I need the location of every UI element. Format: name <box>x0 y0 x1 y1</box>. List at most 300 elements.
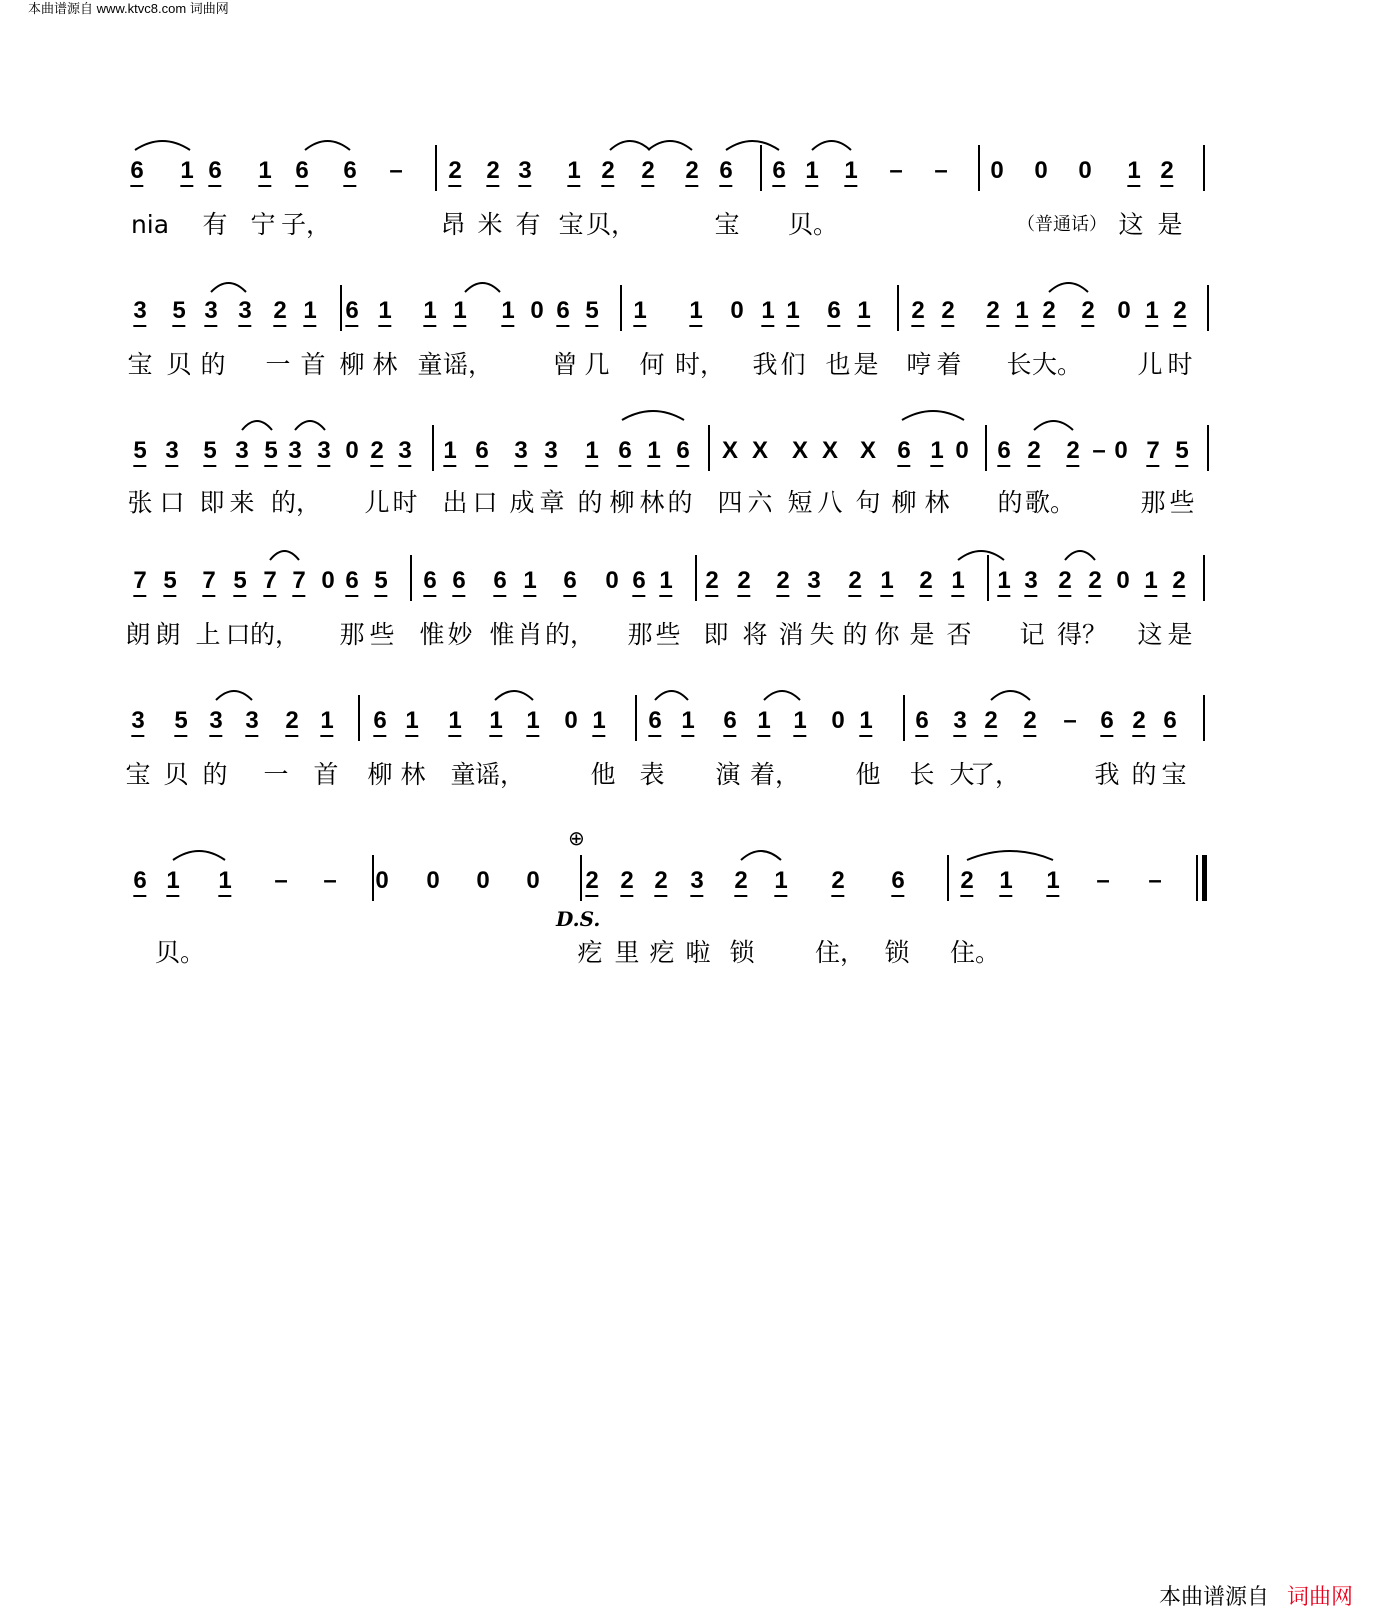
note: 3 <box>690 867 703 897</box>
note: 0 <box>605 567 619 594</box>
note: 6 <box>423 567 436 597</box>
note: 1 <box>1015 297 1028 327</box>
lyric-syllable: 惟 <box>419 620 445 649</box>
note: 1 <box>303 297 316 327</box>
lyric-syllable: 柳 <box>367 760 393 789</box>
lyric-syllable: 何 <box>639 350 665 379</box>
note: 6 <box>915 707 928 737</box>
slur <box>270 551 299 560</box>
lyric-syllable: 时， <box>674 350 726 379</box>
note: 1 <box>448 707 461 737</box>
lyric-syllable: 柳 <box>339 350 365 379</box>
lyric-syllable: 四 <box>717 488 743 517</box>
note: 1 <box>1145 297 1158 327</box>
note: 1 <box>999 867 1012 897</box>
note: 2 <box>776 567 789 597</box>
lyric-syllable: 肖 <box>517 620 543 649</box>
lyric-syllable: （普通话） <box>1017 214 1107 235</box>
lyric-syllable: 的， <box>544 620 596 649</box>
note: 1 <box>757 707 770 737</box>
note: 6 <box>772 157 785 187</box>
lyric-syllable: 的 <box>202 760 228 789</box>
source-header: 本曲谱源自 www.ktvc8.com 词曲网 <box>28 1 229 16</box>
note: 2 <box>737 567 750 597</box>
note: 6 <box>295 157 308 187</box>
lyric-syllable: 否 <box>946 620 972 649</box>
coda-sign: ⊕ <box>568 828 585 850</box>
note: 6 <box>719 157 732 187</box>
note: 2 <box>1088 567 1101 597</box>
lyric-syllable: 几 <box>584 350 610 379</box>
note: 3 <box>317 437 330 467</box>
note: 1 <box>523 567 536 597</box>
lyric-syllable: 妙 <box>447 620 473 649</box>
lyric-syllable: 林 <box>400 760 426 789</box>
slur <box>655 691 688 700</box>
slur <box>622 411 684 420</box>
lyric-syllable: 的 <box>997 488 1023 517</box>
note: 1 <box>592 707 605 737</box>
note: 0 <box>730 297 744 324</box>
note: 1 <box>1144 567 1157 597</box>
lyric-syllable: 朗 <box>125 620 151 649</box>
note: 1 <box>526 707 539 737</box>
note: 3 <box>133 297 146 327</box>
note: X <box>859 437 877 464</box>
lyric-syllable: 住， <box>814 938 866 967</box>
note: 7 <box>1146 437 1159 467</box>
note: 1 <box>218 867 231 897</box>
lyric-syllable: 儿 <box>364 488 390 517</box>
note: 2 <box>986 297 999 327</box>
note: 3 <box>245 707 258 737</box>
lyric-syllable: 锁 <box>884 938 910 967</box>
lyric-syllable: 你 <box>874 620 900 649</box>
note: 6 <box>130 157 143 187</box>
footer <box>1159 1580 1353 1611</box>
lyric-syllable: 是 <box>853 350 879 379</box>
note: 2 <box>1160 157 1173 187</box>
note: 2 <box>734 867 747 897</box>
lyric-syllable: 曾 <box>552 350 578 379</box>
lyric-syllable: 些 <box>1169 488 1195 517</box>
note: 1 <box>951 567 964 597</box>
note: 1 <box>761 297 774 327</box>
note: 3 <box>1024 567 1037 597</box>
note: 1 <box>567 157 580 187</box>
note: 1 <box>633 297 646 327</box>
note: 6 <box>632 567 645 597</box>
note: – <box>274 867 288 894</box>
lyric-syllable: 首 <box>313 760 339 789</box>
note: 1 <box>166 867 179 897</box>
note: 7 <box>133 567 146 597</box>
note: 3 <box>544 437 557 467</box>
note: 1 <box>423 297 436 327</box>
lyric-syllable: 疙 <box>649 938 675 967</box>
note: 6 <box>723 707 736 737</box>
lyric-syllable: 着 <box>936 350 962 379</box>
note: 5 <box>1175 437 1188 467</box>
lyric-syllable: 消 <box>778 620 804 649</box>
note: 5 <box>174 707 187 737</box>
footer-source: 本曲谱源自 <box>1158 1584 1269 1609</box>
note: 6 <box>556 297 569 327</box>
lyric-syllable: 宁 <box>250 210 276 239</box>
note: 1 <box>453 297 466 327</box>
note: 3 <box>514 437 527 467</box>
note: 1 <box>443 437 456 467</box>
lyric-syllable: 首 <box>300 350 326 379</box>
slur <box>741 851 781 860</box>
lyric-syllable: 成 <box>509 488 535 517</box>
lyric-syllable: 着， <box>749 760 801 789</box>
note: 2 <box>370 437 383 467</box>
lyric-syllable: 哼 <box>906 350 932 379</box>
lyric-syllable: 口 <box>159 488 185 517</box>
lyric-syllable: 章 <box>539 488 565 517</box>
note: X <box>791 437 809 464</box>
note: 2 <box>585 867 598 897</box>
note: 6 <box>493 567 506 597</box>
lyric-syllable: 宝 <box>558 210 584 239</box>
lyric-syllable: 张 <box>127 488 153 517</box>
lyric-syllable: 八 <box>817 488 843 517</box>
lyric-syllable: 些 <box>655 620 681 649</box>
lyric-syllable: 时 <box>1167 350 1193 379</box>
lyric-syllable: 是 <box>909 620 935 649</box>
lyric-syllable: 也 <box>825 350 851 379</box>
lyric-syllable: 朗 <box>155 620 181 649</box>
lyric-syllable: 宝 <box>127 350 153 379</box>
note: 6 <box>452 567 465 597</box>
lyric-syllable: 大。 <box>1031 350 1083 379</box>
note: – <box>1148 867 1162 894</box>
lyric-syllable: 宝 <box>1161 760 1187 789</box>
lyric-syllable: 记 <box>1019 620 1045 649</box>
note: 1 <box>793 707 806 737</box>
note: 2 <box>848 567 861 597</box>
lyric-syllable: 那 <box>339 620 365 649</box>
slur <box>305 141 350 150</box>
note: 1 <box>659 567 672 597</box>
note: 3 <box>398 437 411 467</box>
slur <box>902 411 964 420</box>
note: 5 <box>585 297 598 327</box>
note: 0 <box>321 567 335 594</box>
note: 2 <box>960 867 973 897</box>
note: 0 <box>564 707 578 734</box>
slur <box>295 421 325 430</box>
note: 5 <box>172 297 185 327</box>
note: 2 <box>486 157 499 187</box>
lyric-syllable: 住。 <box>949 938 1001 967</box>
lyric-syllable: 贝。 <box>154 938 206 967</box>
note: 1 <box>489 707 502 737</box>
note: 0 <box>345 437 359 464</box>
note: 1 <box>786 297 799 327</box>
lyric-syllable: 林 <box>372 350 398 379</box>
note: 1 <box>180 157 193 187</box>
lyric-syllable: 童 <box>417 350 443 379</box>
note: 6 <box>997 437 1010 467</box>
note: 6 <box>676 437 689 467</box>
note: 6 <box>563 567 576 597</box>
note: – <box>889 157 903 184</box>
slur <box>812 141 851 150</box>
note: 3 <box>288 437 301 467</box>
note: 1 <box>405 707 418 737</box>
slur <box>958 551 1004 560</box>
note: 2 <box>919 567 932 597</box>
note: 2 <box>831 867 844 897</box>
note: 1 <box>258 157 271 187</box>
lyric-syllable: 这 <box>1137 620 1163 649</box>
note: 5 <box>163 567 176 597</box>
lyric-syllable: 即 <box>199 488 225 517</box>
slur <box>211 283 246 292</box>
note: 0 <box>1078 157 1092 184</box>
note: 2 <box>285 707 298 737</box>
note: 3 <box>131 707 144 737</box>
note: 2 <box>685 157 698 187</box>
note: 5 <box>374 567 387 597</box>
note: 0 <box>990 157 1004 184</box>
lyric-syllable: 的 <box>1131 760 1157 789</box>
note: 0 <box>831 707 845 734</box>
note: 6 <box>648 707 661 737</box>
note: – <box>934 157 948 184</box>
lyric-syllable: 有 <box>515 210 541 239</box>
lyric-syllable: 演 <box>715 760 741 789</box>
lyric-syllable: 谣， <box>442 350 494 379</box>
lyric-syllable: 里 <box>614 938 640 967</box>
lyric-syllable: 句 <box>855 488 881 517</box>
note: 3 <box>807 567 820 597</box>
lyric-syllable: 歌。 <box>1024 488 1076 517</box>
note: X <box>721 437 739 464</box>
lyric-syllable: nia <box>130 210 170 239</box>
note: – <box>1063 707 1077 734</box>
note: 6 <box>827 297 840 327</box>
note: 2 <box>941 297 954 327</box>
lyric-syllable: 谣， <box>474 760 526 789</box>
lyric-syllable: 惟 <box>489 620 515 649</box>
note: 6 <box>133 867 146 897</box>
lyric-syllable: 是 <box>1157 210 1183 239</box>
lyric-syllable: 口 <box>225 620 251 649</box>
lyric-syllable: 将 <box>742 620 768 649</box>
note: 3 <box>238 297 251 327</box>
lyric-syllable: 我 <box>752 350 778 379</box>
note: 1 <box>930 437 943 467</box>
lyric-syllable: 们 <box>780 350 806 379</box>
lyric-syllable: 子， <box>280 210 332 239</box>
lyric-syllable: 口 <box>472 488 498 517</box>
lyric-syllable: 贝 <box>166 350 192 379</box>
note: 1 <box>774 867 787 897</box>
note: 6 <box>345 567 358 597</box>
lyric-syllable: 失 <box>809 620 835 649</box>
note: – <box>323 867 337 894</box>
note: 2 <box>1023 707 1036 737</box>
lyric-syllable: 他 <box>855 760 881 789</box>
note: 1 <box>689 297 702 327</box>
slur <box>135 141 190 150</box>
lyric-syllable: 的， <box>270 488 322 517</box>
lyric-syllable: 六 <box>747 488 773 517</box>
note: 0 <box>955 437 969 464</box>
note: 7 <box>202 567 215 597</box>
note: 1 <box>501 297 514 327</box>
lyric-syllable: 即 <box>703 620 729 649</box>
note: 2 <box>1042 297 1055 327</box>
slur <box>648 141 692 150</box>
note: 1 <box>857 297 870 327</box>
lyric-syllable: 宝 <box>125 760 151 789</box>
note: 2 <box>654 867 667 897</box>
slur <box>1065 551 1095 560</box>
note: – <box>1096 867 1110 894</box>
slur <box>1049 283 1088 292</box>
note: 2 <box>1172 567 1185 597</box>
lyric-syllable: 一 <box>263 760 289 789</box>
lyric-syllable: 有 <box>202 210 228 239</box>
lyric-syllable: 儿 <box>1137 350 1163 379</box>
footer-brand[interactable]: 词曲网 <box>1286 1584 1353 1609</box>
note: 1 <box>647 437 660 467</box>
note: 2 <box>911 297 924 327</box>
note: 6 <box>1100 707 1113 737</box>
note: 1 <box>805 157 818 187</box>
note: 6 <box>343 157 356 187</box>
note: 6 <box>208 157 221 187</box>
note: 0 <box>1117 297 1131 324</box>
note: – <box>1092 437 1106 464</box>
note: 1 <box>844 157 857 187</box>
lyric-syllable: 宝 <box>714 210 740 239</box>
note: 0 <box>1116 567 1130 594</box>
note: 0 <box>476 867 490 894</box>
note: 2 <box>1081 297 1094 327</box>
note: 7 <box>292 567 305 597</box>
note: 2 <box>620 867 633 897</box>
note: 0 <box>426 867 440 894</box>
note: – <box>389 157 403 184</box>
note: 2 <box>641 157 654 187</box>
note: X <box>821 437 839 464</box>
note: 6 <box>618 437 631 467</box>
note: 5 <box>264 437 277 467</box>
note: 0 <box>375 867 389 894</box>
lyric-syllable: 柳 <box>891 488 917 517</box>
note: 1 <box>320 707 333 737</box>
slur <box>495 691 533 700</box>
lyric-syllable: 我 <box>1094 760 1120 789</box>
lyric-syllable: 的， <box>249 620 301 649</box>
note: 6 <box>373 707 386 737</box>
note: 1 <box>859 707 872 737</box>
lyric-syllable: 的 <box>200 350 226 379</box>
note: 2 <box>448 157 461 187</box>
note: 0 <box>530 297 544 324</box>
note: 5 <box>233 567 246 597</box>
lyric-syllable: 林 <box>639 488 665 517</box>
slur <box>726 141 779 150</box>
note: 0 <box>526 867 540 894</box>
lyric-syllable: 得？ <box>1056 620 1108 649</box>
slur <box>173 851 225 860</box>
note: 2 <box>1132 707 1145 737</box>
note: 2 <box>273 297 286 327</box>
note: 6 <box>891 867 904 897</box>
note: 7 <box>263 567 276 597</box>
note: 6 <box>897 437 910 467</box>
lyric-syllable: 锁 <box>729 938 755 967</box>
lyric-syllable: 时 <box>392 488 418 517</box>
slur <box>764 691 800 700</box>
note: 2 <box>1173 297 1186 327</box>
note: 1 <box>378 297 391 327</box>
note: 2 <box>984 707 997 737</box>
note: 3 <box>204 297 217 327</box>
note: 2 <box>601 157 614 187</box>
lyric-syllable: 疙 <box>577 938 603 967</box>
lyric-syllable: 林 <box>924 488 950 517</box>
slur <box>216 691 252 700</box>
slur <box>1034 421 1073 430</box>
note: 6 <box>1163 707 1176 737</box>
lyric-syllable: 这 <box>1118 210 1144 239</box>
lyric-syllable: 出 <box>442 488 468 517</box>
note: 3 <box>953 707 966 737</box>
note: 2 <box>1027 437 1040 467</box>
note: 6 <box>475 437 488 467</box>
note: 3 <box>518 157 531 187</box>
note: 1 <box>880 567 893 597</box>
lyric-syllable: 贝， <box>585 210 637 239</box>
note: 5 <box>133 437 146 467</box>
note: 1 <box>1046 867 1059 897</box>
lyric-syllable: 一 <box>265 350 291 379</box>
lyric-syllable: 些 <box>369 620 395 649</box>
note: 3 <box>235 437 248 467</box>
slur <box>242 421 272 430</box>
lyric-syllable: 的 <box>842 620 868 649</box>
lyric-syllable: 贝 <box>163 760 189 789</box>
note: 5 <box>203 437 216 467</box>
lyric-syllable: 啦 <box>685 938 711 967</box>
slur <box>610 141 650 150</box>
lyric-syllable: 表 <box>639 760 665 789</box>
lyric-syllable: 是 <box>1167 620 1193 649</box>
note: 1 <box>997 567 1010 597</box>
lyric-syllable: 上 <box>195 620 221 649</box>
note: 3 <box>165 437 178 467</box>
lyric-syllable: 那 <box>627 620 653 649</box>
note: 1 <box>585 437 598 467</box>
note: 3 <box>209 707 222 737</box>
lyric-syllable: 了， <box>969 760 1021 789</box>
slur <box>465 283 500 292</box>
slur <box>991 691 1030 700</box>
note: 6 <box>345 297 358 327</box>
lyric-syllable: 童 <box>450 760 476 789</box>
lyric-syllable: 短 <box>787 488 813 517</box>
note: 1 <box>1127 157 1140 187</box>
lyric-syllable: 的 <box>667 488 693 517</box>
lyric-syllable: 长 <box>1006 350 1032 379</box>
